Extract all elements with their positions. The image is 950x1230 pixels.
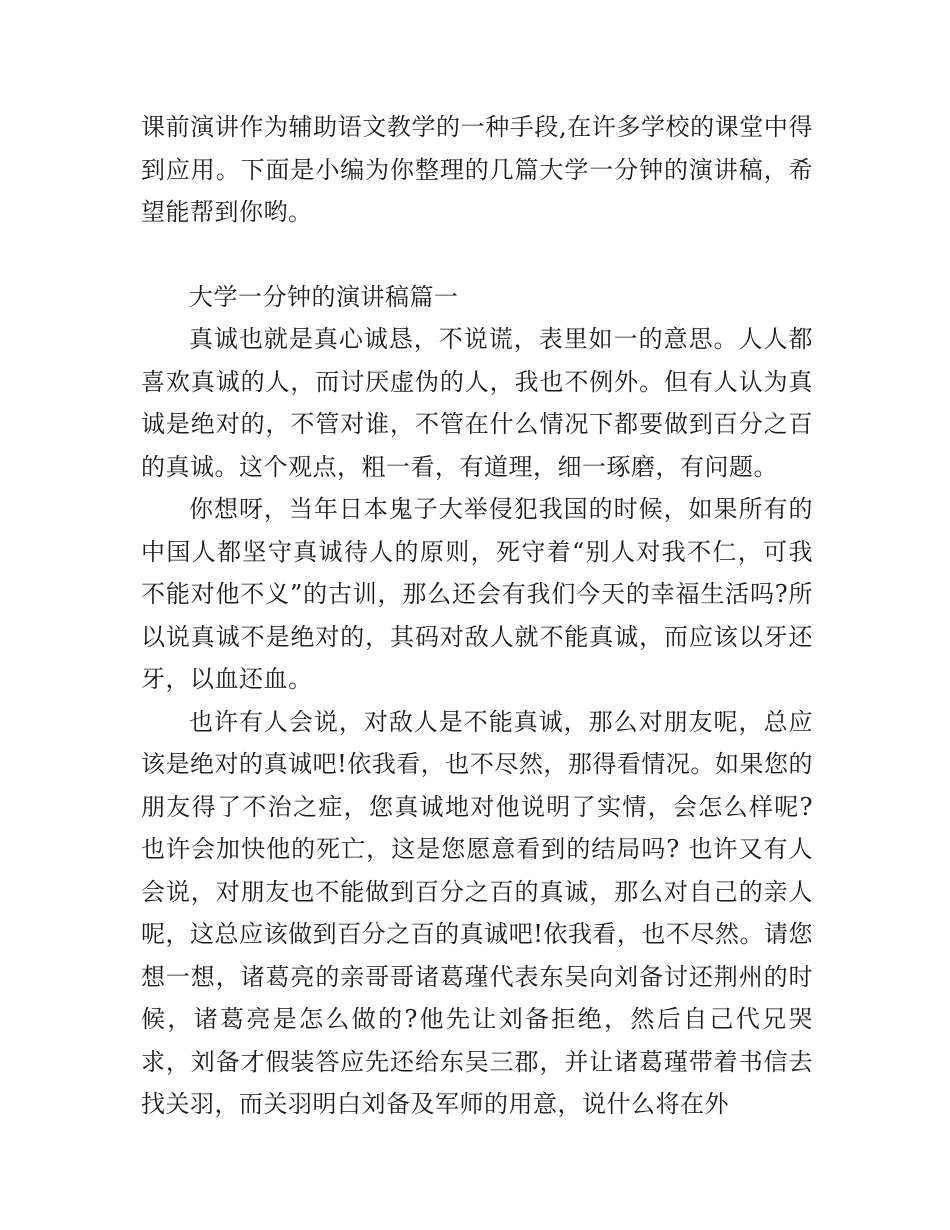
body-paragraph: 也许有人会说，对敌人是不能真诚，那么对朋友呢，总应该是绝对的真诚吧!依我看，也不尽然，那得看情况。如果您的朋友得了不治之症，您真诚地对他说明了实情，会怎么样呢?也许会加快他的死亡，这是您愿意看到的结局吗? 也许又有人会说，对朋友也不能做到百分之百的真诚，那么对自己的亲人呢，这总应该做到百分之百的真诚吧!依我看，也不尽然。请您想一想，诸葛亮的亲哥哥诸葛瑾代表东吴向刘备讨还荆州的时候，诸葛亮是怎么做的?他先让刘备拒绝，然后自己代兄哭求，刘备才假装答应先还给东吴三郡，并让诸葛瑾带着书信去找关羽，而关羽明白刘备及军师的用意，说什么将在外	[141, 707, 813, 1118]
body-paragraph: 真诚也就是真心诚恳，不说谎，表里如一的意思。人人都喜欢真诚的人，而讨厌虚伪的人，我也不例外。但有人认为真诚是绝对的，不管对谁，不管在什么情况下都要做到百分之百的真诚。这个观点，粗一看，有道理，细一琢磨，有问题。	[141, 325, 813, 481]
document-body	[141, 106, 813, 1126]
section-title: 大学一分钟的演讲稿篇一	[189, 282, 459, 311]
body-paragraph: 你想呀，当年日本鬼子大举侵犯我国的时候，如果所有的中国人都坚守真诚待人的原则，死守着“别人对我不仁，可我不能对他不义”的古训，那么还会有我们今天的幸福生活吗?所以说真诚不是绝对的，其码对敌人就不能真诚，而应该以牙还牙，以血还血。	[141, 495, 813, 693]
intro-paragraph: 课前演讲作为辅助语文教学的一种手段,在许多学校的课堂中得到应用。下面是小编为你整理的几篇大学一分钟的演讲稿，希望能帮到你哟。	[141, 113, 813, 226]
